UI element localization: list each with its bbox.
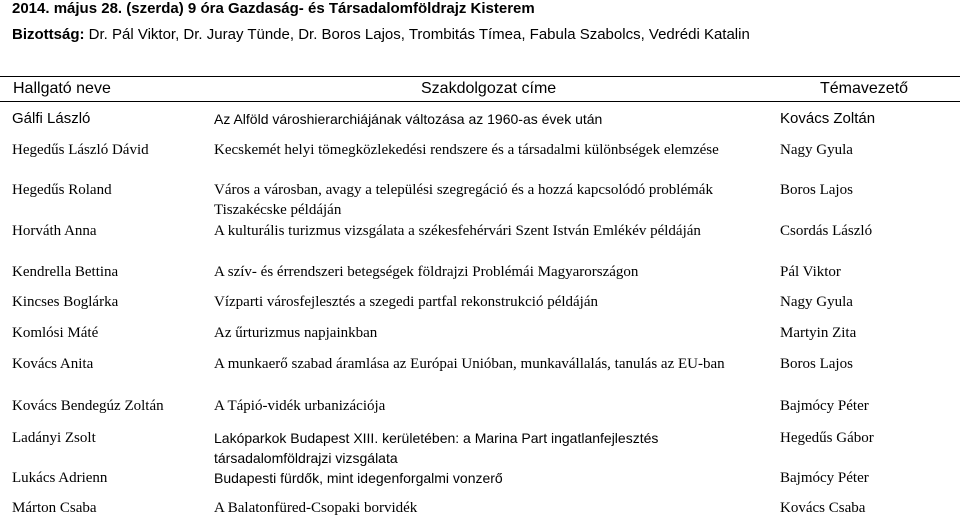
supervisor-name: Bajmócy Péter <box>780 398 869 414</box>
committee-members: Dr. Pál Viktor, Dr. Juray Tünde, Dr. Boros Lajos, Trombitás Tímea, Fabula Szabolcs, Vedrédi Katalin <box>84 26 750 43</box>
committee-line <box>12 26 750 43</box>
thesis-title: Vízparti városfejlesztés a szegedi partfal rekonstrukció példáján <box>214 294 599 310</box>
thesis-title: A Tápió-vidék urbanizációja <box>214 398 386 414</box>
student-name: Kovács Anita <box>12 356 94 372</box>
student-name: Kincses Boglárka <box>12 294 119 310</box>
student-name: Kovács Bendegúz Zoltán <box>12 398 164 414</box>
header-student-name: Hallgató neve <box>13 80 111 97</box>
table-header <box>0 76 960 102</box>
thesis-title: Az űrturizmus napjainkban <box>214 325 378 341</box>
header-thesis-title: Szakdolgozat címe <box>421 80 557 97</box>
supervisor-name: Martyin Zita <box>780 325 857 341</box>
thesis-title: Kecskemét helyi tömegközlekedési rendszere és a társadalmi különbségek elemzése <box>214 142 719 158</box>
thesis-title: Lakóparkok Budapest XIII. kerületében: a Marina Part ingatlanfejlesztés társadalomföldrajzi vizsgálata <box>214 430 659 466</box>
header-supervisor: Témavezető <box>820 80 909 97</box>
student-name: Komlósi Máté <box>12 325 99 341</box>
student-name: Horváth Anna <box>12 223 97 239</box>
thesis-title: Az Alföld városhierarchiájának változása az 1960-as évek után <box>214 111 603 127</box>
student-name: Ladányi Zsolt <box>12 430 96 446</box>
supervisor-name: Kovács Csaba <box>780 500 866 516</box>
thesis-title: A szív- és érrendszeri betegségek földrajzi Problémái Magyarországon <box>214 264 639 280</box>
committee-label: Bizottság: <box>12 26 85 43</box>
thesis-title: A Balatonfüred-Csopaki borvidék <box>214 500 418 516</box>
session-heading: 2014. május 28. (szerda) 9 óra Gazdaság- és Társadalomföldrajz Kisterem <box>12 0 535 17</box>
thesis-title: Budapesti fürdők, mint idegenforgalmi vonzerő <box>214 470 503 486</box>
supervisor-name: Csordás László <box>780 223 873 239</box>
supervisor-name: Boros Lajos <box>780 182 853 198</box>
student-name: Hegedűs László Dávid <box>12 142 149 158</box>
supervisor-name: Kovács Zoltán <box>780 110 876 127</box>
student-name: Kendrella Bettina <box>12 264 119 280</box>
supervisor-name: Nagy Gyula <box>780 294 853 310</box>
thesis-title: A munkaerő szabad áramlása az Európai Unióban, munkavállalás, tanulás az EU-ban <box>214 356 725 372</box>
student-name: Hegedűs Roland <box>12 182 112 198</box>
supervisor-name: Pál Viktor <box>780 264 841 280</box>
thesis-title: Város a városban, avagy a települési szegregáció és a hozzá kapcsolódó problémák Tiszakécske példáján <box>214 182 713 218</box>
supervisor-name: Hegedűs Gábor <box>780 430 874 446</box>
student-name: Márton Csaba <box>12 500 97 516</box>
student-name: Lukács Adrienn <box>12 470 108 486</box>
thesis-title: A kulturális turizmus vizsgálata a székesfehérvári Szent István Emlékév példáján <box>214 223 701 239</box>
student-name: Gálfi László <box>12 110 91 127</box>
supervisor-name: Bajmócy Péter <box>780 470 869 486</box>
supervisor-name: Boros Lajos <box>780 356 853 372</box>
supervisor-name: Nagy Gyula <box>780 142 853 158</box>
